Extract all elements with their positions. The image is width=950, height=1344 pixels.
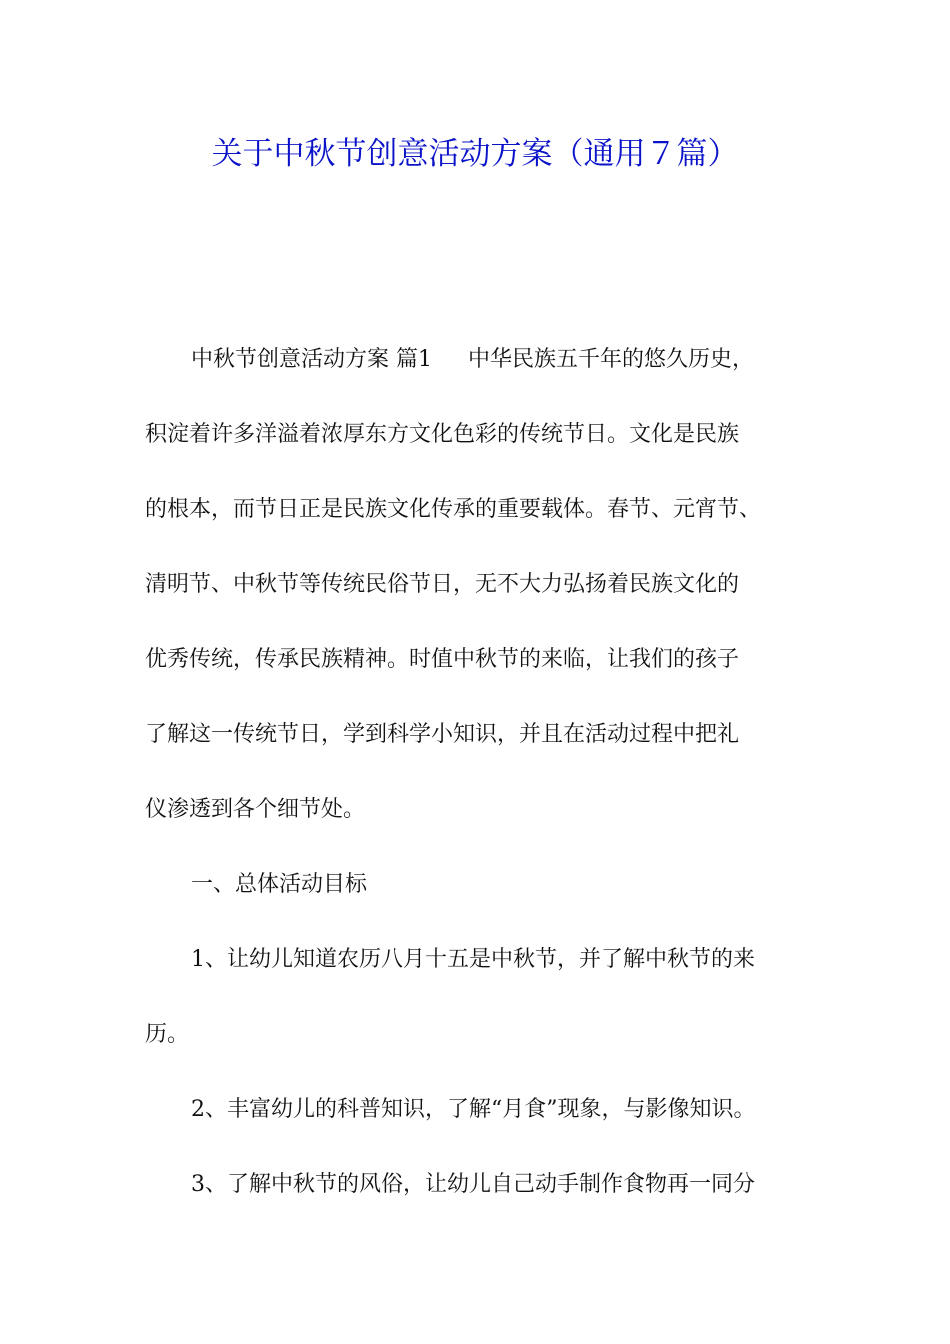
section-heading: 中秋节创意活动方案 篇1	[191, 347, 432, 372]
paragraph-line: 优秀传统，传承民族精神。时值中秋节的来临，让我们的孩子	[145, 647, 740, 672]
paragraph-first-line	[191, 340, 754, 380]
goal-item-continuation: 历。	[145, 1022, 190, 1047]
paragraph-line: 积淀着许多洋溢着浓厚东方文化色彩的传统节日。文化是民族	[145, 422, 740, 447]
section-title: 一、总体活动目标	[191, 872, 368, 897]
goal-item: 2、丰富幼儿的科普知识，了解“月食”现象，与影像知识。	[191, 1097, 756, 1122]
paragraph-line: 的根本，而节日正是民族文化传承的重要载体。春节、元宵节、	[145, 497, 762, 522]
paragraph-line: 仪渗透到各个细节处。	[145, 797, 366, 822]
goal-item: 1、让幼儿知道农历八月十五是中秋节，并了解中秋节的来	[191, 947, 755, 972]
goal-item: 3、了解中秋节的风俗，让幼儿自己动手制作食物再一同分	[191, 1172, 755, 1197]
document-title: 关于中秋节创意活动方案（通用７篇）	[211, 136, 739, 172]
paragraph-text: 中华民族五千年的悠久历史，	[468, 347, 755, 372]
paragraph-line: 了解这一传统节日，学到科学小知识，并且在活动过程中把礼	[145, 722, 740, 747]
paragraph-line: 清明节、中秋节等传统民俗节日，无不大力弘扬着民族文化的	[145, 572, 740, 597]
